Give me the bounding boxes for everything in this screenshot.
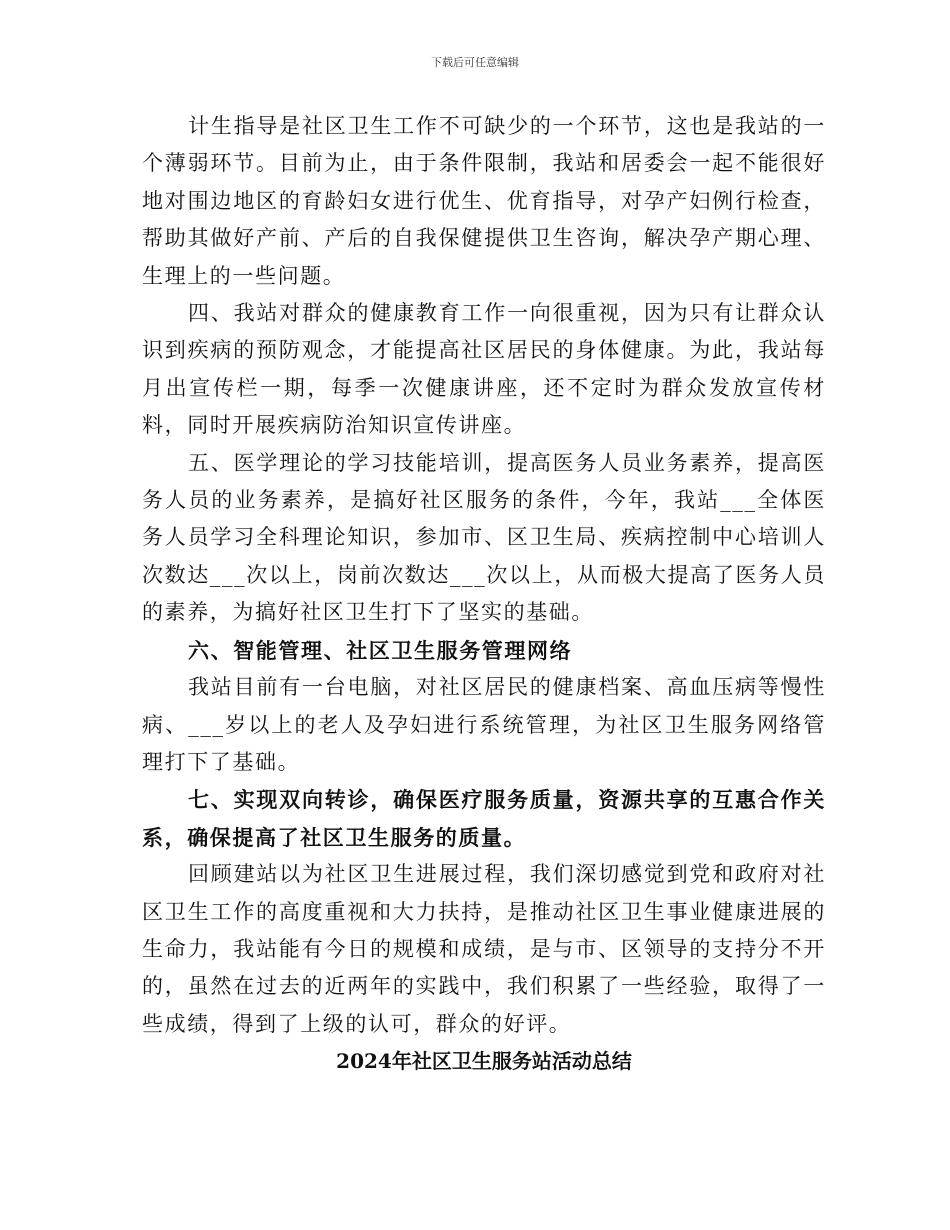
next-document-title: 2024年社区卫生服务站活动总结 [336, 1049, 632, 1074]
paragraph-health-education: 四、我站对群众的健康教育工作一向很重视，因为只有让群众认识到疾病的预防观念，才能提高社区居民的身体健康。为此，我站每月出宣传栏一期，每季一次健康讲座，还不定时为群众发放宣传材料，同时开展疾病防治知识宣传讲座。 [142, 301, 826, 438]
section-heading-smart-management: 六、智能管理、社区卫生服务管理网络 [188, 637, 573, 663]
paragraph-computer-management: 我站目前有一台电脑，对社区居民的健康档案、高血压病等慢性病、___岁以上的老人及孕妇进行系统管理，为社区卫生服务网络管理打下了基础。 [142, 675, 826, 774]
page-header: 下载后可任意编辑 [431, 56, 519, 69]
paragraph-training: 五、医学理论的学习技能培训，提高医务人员业务素养，提高医务人员的业务素养，是搞好社区服务的条件，今年，我站___全体医务人员学习全科理论知识，参加市、区卫生局、疾病控制中心培训人次数达___次以上，岗前次数达___次以上，从而极大提高了医务人员的素养，为搞好社区卫生打下了坚实的基础。 [142, 450, 826, 625]
paragraph-family-planning: 计生指导是社区卫生工作不可缺少的一个环节，这也是我站的一个薄弱环节。目前为止，由于条件限制，我站和居委会一起不能很好地对围边地区的育龄妇女进行优生、优育指导，对孕产妇例行检查，帮助其做好产前、产后的自我保健提供卫生咨询，解决孕产期心理、生理上的一些问题。 [142, 114, 826, 288]
paragraph-review: 回顾建站以为社区卫生进展过程，我们深切感觉到党和政府对社区卫生工作的高度重视和大力扶持，是推动社区卫生事业健康进展的生命力，我站能有今日的规模和成绩，是与市、区领导的支持分不开的，虽然在过去的近两年的实践中，我们积累了一些经验，取得了一些成绩，得到了上级的认可，群众的好评。 [142, 862, 826, 1036]
section-heading-referral: 七、实现双向转诊，确保医疗服务质量，资源共享的互惠合作关系，确保提高了社区卫生服务的质量。 [142, 787, 826, 850]
document-body [142, 108, 826, 1080]
